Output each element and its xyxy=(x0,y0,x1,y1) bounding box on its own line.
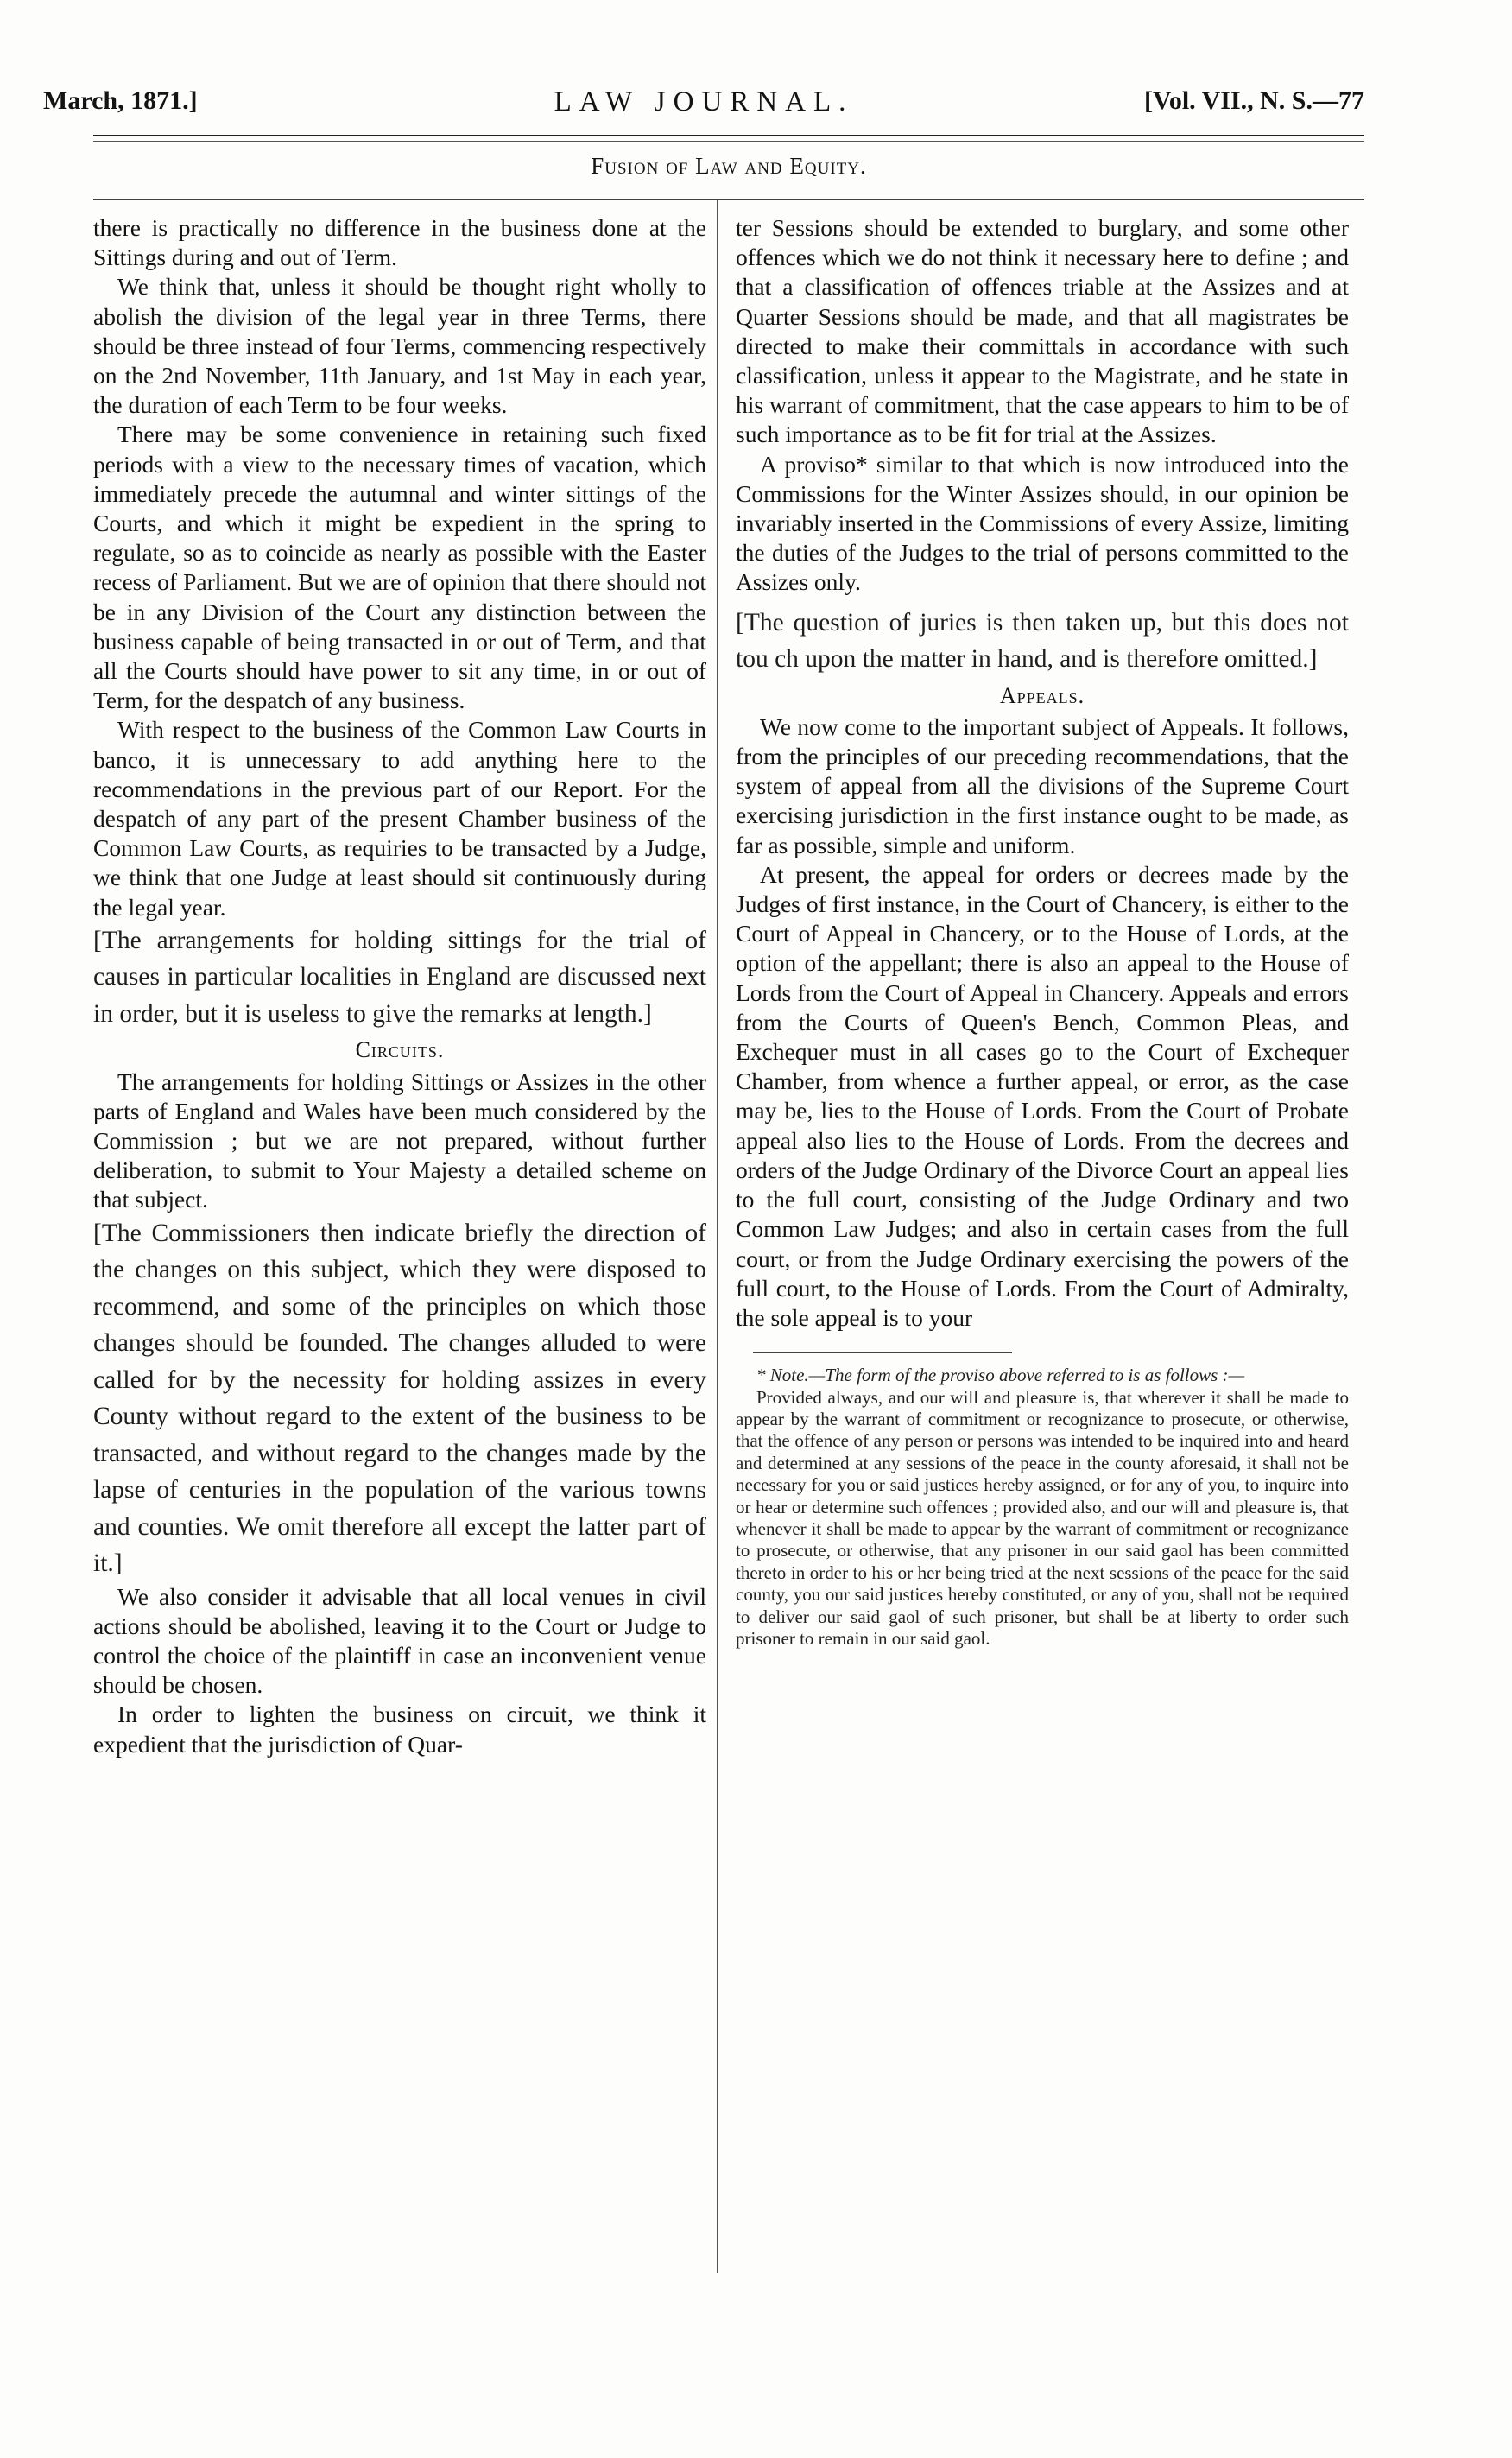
footnote-note: * Note.—The form of the proviso above referred to is as follows :— xyxy=(756,1365,1245,1386)
section-rule xyxy=(93,199,1364,200)
header-journal-title: LAW JOURNAL. xyxy=(554,86,854,117)
paragraph: In order to lighten the business on circuit, we think it expedient that the jurisdiction of Quar- xyxy=(93,1701,706,1758)
paragraph: We think that, unless it should be thought right wholly to abolish the division of the legal year in three Terms, there should be three instead of four Terms, commencing respectively on the 2nd November, 11th January, and 1st May in each year, the duration of each Term to be four weeks. xyxy=(93,273,706,419)
editorial-note: [The Commissioners then indicate briefly the direction of the changes on this subject, which they were disposed to recommend, and some of the principles on which those changes should be founded. The changes alluded to were called for by the necessity for holding assizes in every County without regard to the extent of the business to be transacted, and without regard to the changes made by the lapse of centuries in the population of the various towns and counties. We omit therefore all except the latter part of it.] xyxy=(93,1219,706,1578)
header-rule-thin xyxy=(93,141,1364,142)
paragraph: there is practically no difference in the business done at the Sittings during and out of Term. xyxy=(93,214,706,271)
footnote-body: Provided always, and our will and pleasure is, that wherever it shall be made to appear by the warrant of commitment or recognizance to prosecute, or otherwise, that the offence of any person or persons was intended to be inquired into and heard and determined at any sessions of the peace in the county aforesaid, it shall not be necessary for you or said justices hereby assigned, or for any of you, to inquire into or hear or determine such offences ; provided also, and our will and pleasure is, that whenever it shall be made to appear by the warrant of commitment or recognizance to prosecute, or otherwise, that any prisoner in our said gaol has been committed thereto in order to his or her being tried at the next sessions of the peace for the said county, you our said justices hereby constituted, or any of you, shall not be required to deliver our said gaol of such prisoner, but shall be at liberty to order such prisoner to remain in our said gaol. xyxy=(736,1386,1349,1649)
appeals-heading: Appeals. xyxy=(999,682,1085,708)
header-volume: [Vol. VII., N. S.—77 xyxy=(1143,86,1364,115)
paragraph: There may be some convenience in retaining such fixed periods with a view to the necessary times of vacation, which immediately precede the autumnal and winter sittings of the Courts, and which it might be expedient in the spring to regulate, so as to coincide as nearly as possible with the Easter recess of Parliament. But we are of opinion that there should not be in any Division of the Court any distinction between the business capable of being transacted in or out of Term, and that all the Courts should have power to sit any time, in or out of Term, for the despatch of any business. xyxy=(93,421,706,714)
paragraph: With respect to the business of the Common Law Courts in banco, it is unnecessary to add anything here to the recommendations in the previous part of our Report. For the despatch of any part of the present Chamber business of the Common Law Courts, as requiries to be transacted by a Judge, we think that one Judge at least should sit continuously during the legal year. xyxy=(93,716,706,921)
paragraph: A proviso* similar to that which is now introduced into the Commissions for the Winter Assizes should, in our opinion be invariably inserted in the Commissions of every Assize, limiting the duties of the Judges to the trial of persons committed to the Assizes only. xyxy=(736,450,1349,596)
section-title: Fusion of Law and Equity. xyxy=(591,153,867,179)
paragraph: The arrangements for holding Sittings or Assizes in the other parts of England and Wales have been much considered by the Commission ; but we are not prepared, without further deliberation, to submit to Your Majesty a detailed scheme on that subject. xyxy=(93,1067,706,1213)
header-date: March, 1871.] xyxy=(43,86,198,115)
circuits-heading: Circuits. xyxy=(355,1037,445,1063)
header-rule xyxy=(93,135,1364,136)
left-column xyxy=(93,213,706,1759)
paragraph: ter Sessions should be extended to burglary, and some other offences which we do not think it necessary here to define ; and that a classification of offences triable at the Assizes and at Quarter Sessions should be made, and that all magistrates be directed to make their committals in accordance with such classification, unless it appear to the Magistrate, and he state in his warrant of commitment, that the case appears to him to be of such importance as to be fit for trial at the Assizes. xyxy=(736,214,1349,448)
paragraph: We now come to the important subject of Appeals. It follows, from the principles of our preceding recommendations, that the system of appeal from all the divisions of the Supreme Court exercising jurisdiction in the first instance ought to be made, as far as possible, simple and uniform. xyxy=(736,713,1349,858)
right-column xyxy=(736,213,1349,1650)
editorial-note: [The arrangements for holding sittings for the trial of causes in particular localities in England are discussed next in order, but it is useless to give the remarks at length.] xyxy=(93,926,706,1028)
paragraph: At present, the appeal for orders or decrees made by the Judges of first instance, in the Court of Chancery, is either to the Court of Appeal in Chancery, or to the House of Lords, at the option of the appellant; there is also an appeal to the House of Lords from the Court of Appeal in Chancery. Appeals and errors from the Courts of Queen's Bench, Common Pleas, and Exchequer must in all cases go to the Court of Exchequer Chamber, from whence a further appeal, or error, as the case may be, lies to the House of Lords. From the Court of Probate appeal also lies to the House of Lords. From the decrees and orders of the Judge Ordinary of the Divorce Court an appeal lies to the full court, consisting of the Judge Ordinary and two Common Law Judges; and also in certain cases from the full court, or from the Judge Ordinary exercising the powers of the full court, to the House of Lords. From the Court of Admiralty, the sole appeal is to your xyxy=(736,860,1349,1331)
paragraph: We also consider it advisable that all local venues in civil actions should be abolished, leaving it to the Court or Judge to control the choice of the plaintiff in case an inconvenient venue should be chosen. xyxy=(93,1582,706,1699)
footnote-rule xyxy=(753,1352,1012,1353)
footnote xyxy=(736,1365,1349,1650)
editorial-note: [The question of juries is then taken up, but this does not tou ch upon the matter in hand, and is therefore omitted.] xyxy=(736,608,1349,674)
running-header xyxy=(43,86,1364,130)
column-divider xyxy=(717,200,718,2273)
